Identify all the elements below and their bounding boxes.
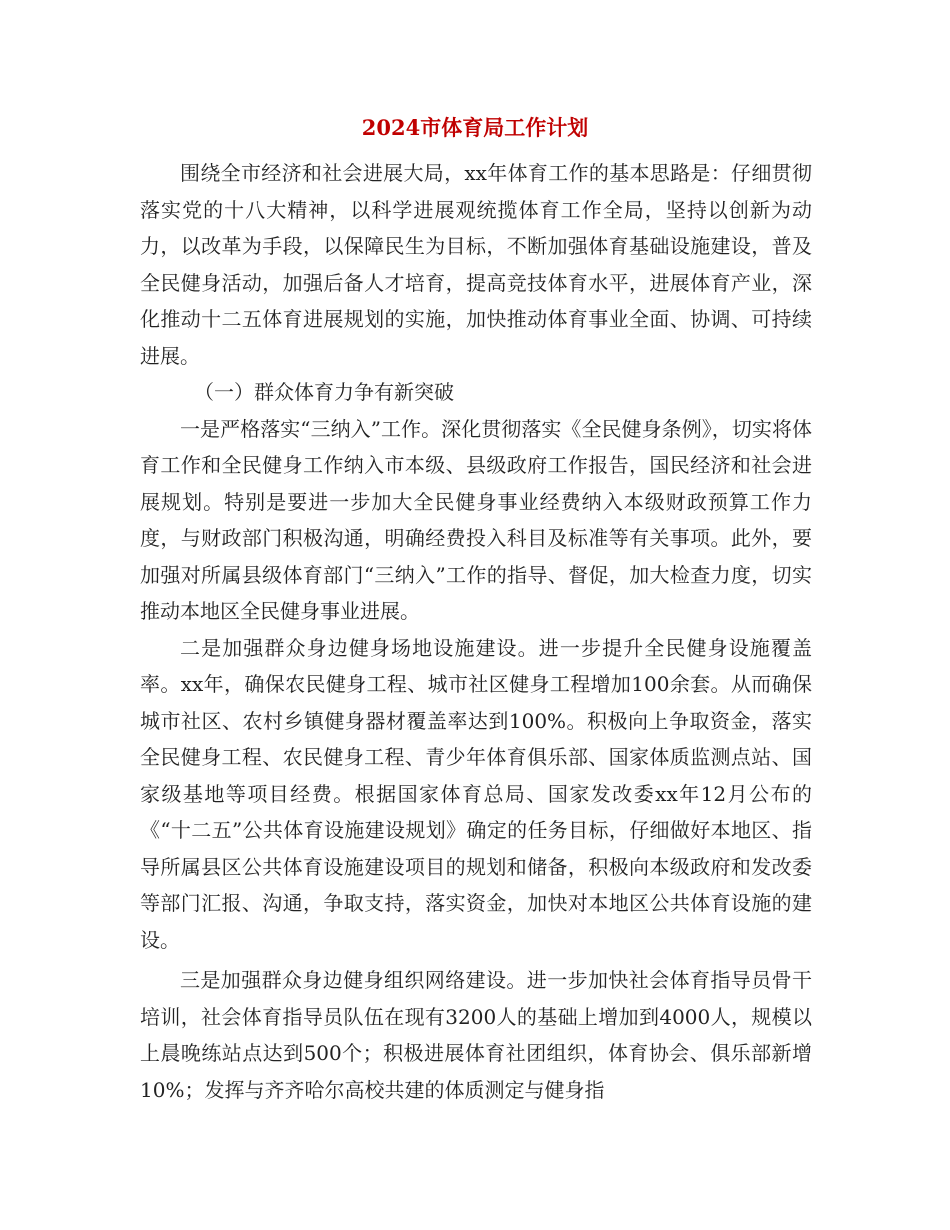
document-body: [140, 155, 812, 1108]
paragraph-three-inclusions: 一是严格落实“三纳入”工作。深化贯彻落实《全民健身条例》，切实将体育工作和全民健身工作纳入市本级、县级政府工作报告，国民经济和社会进展规划。特别是要进一步加大全民健身事业经费纳入本级财政预算工作力度，与财政部门积极沟通，明确经费投入科目及标准等有关事项。此外，要加强对所属县级体育部门“三纳入”工作的指导、督促，加大检查力度，切实推动本地区全民健身事业进展。: [140, 416, 812, 623]
section-heading-mass-sports: （一）群众体育力争有新突破: [194, 380, 454, 404]
document-title: 2024市体育局工作计划: [361, 115, 589, 140]
paragraph-fitness-organizations: 三是加强群众身边健身组织网络建设。进一步加快社会体育指导员骨干培训，社会体育指导员队伍在现有3200人的基础上增加到4000人，规模以上晨晚练站点达到500个；积极进展体育社团组织，体育协会、俱乐部新增10%；发挥与齐齐哈尔高校共建的体质测定与健身指: [140, 968, 812, 1102]
paragraph-fitness-facilities: 二是加强群众身边健身场地设施建设。进一步提升全民健身设施覆盖率。xx年，确保农民健身工程、城市社区健身工程增加100余套。从而确保城市社区、农村乡镇健身器材覆盖率达到100%。积极向上争取资金，落实全民健身工程、农民健身工程、青少年体育俱乐部、国家体质监测点站、国家级基地等项目经费。根据国家体育总局、国家发改委xx年12月公布的《“十二五”公共体育设施建设规划》确定的任务目标，仔细做好本地区、指导所属县区公共体育设施建设项目的规划和储备，积极向本级政府和发改委等部门汇报、沟通，争取支持，落实资金，加快对本地区公共体育设施的建设。: [140, 635, 812, 952]
intro-paragraph: 围绕全市经济和社会进展大局，xx年体育工作的基本思路是：仔细贯彻落实党的十八大精神，以科学进展观统揽体育工作全局，坚持以创新为动力，以改革为手段，以保障民生为目标，不断加强体育基础设施建设，普及全民健身活动，加强后备人才培育，提高竞技体育水平，进展体育产业，深化推动十二五体育进展规划的实施，加快推动体育事业全面、协调、可持续进展。: [140, 161, 812, 368]
